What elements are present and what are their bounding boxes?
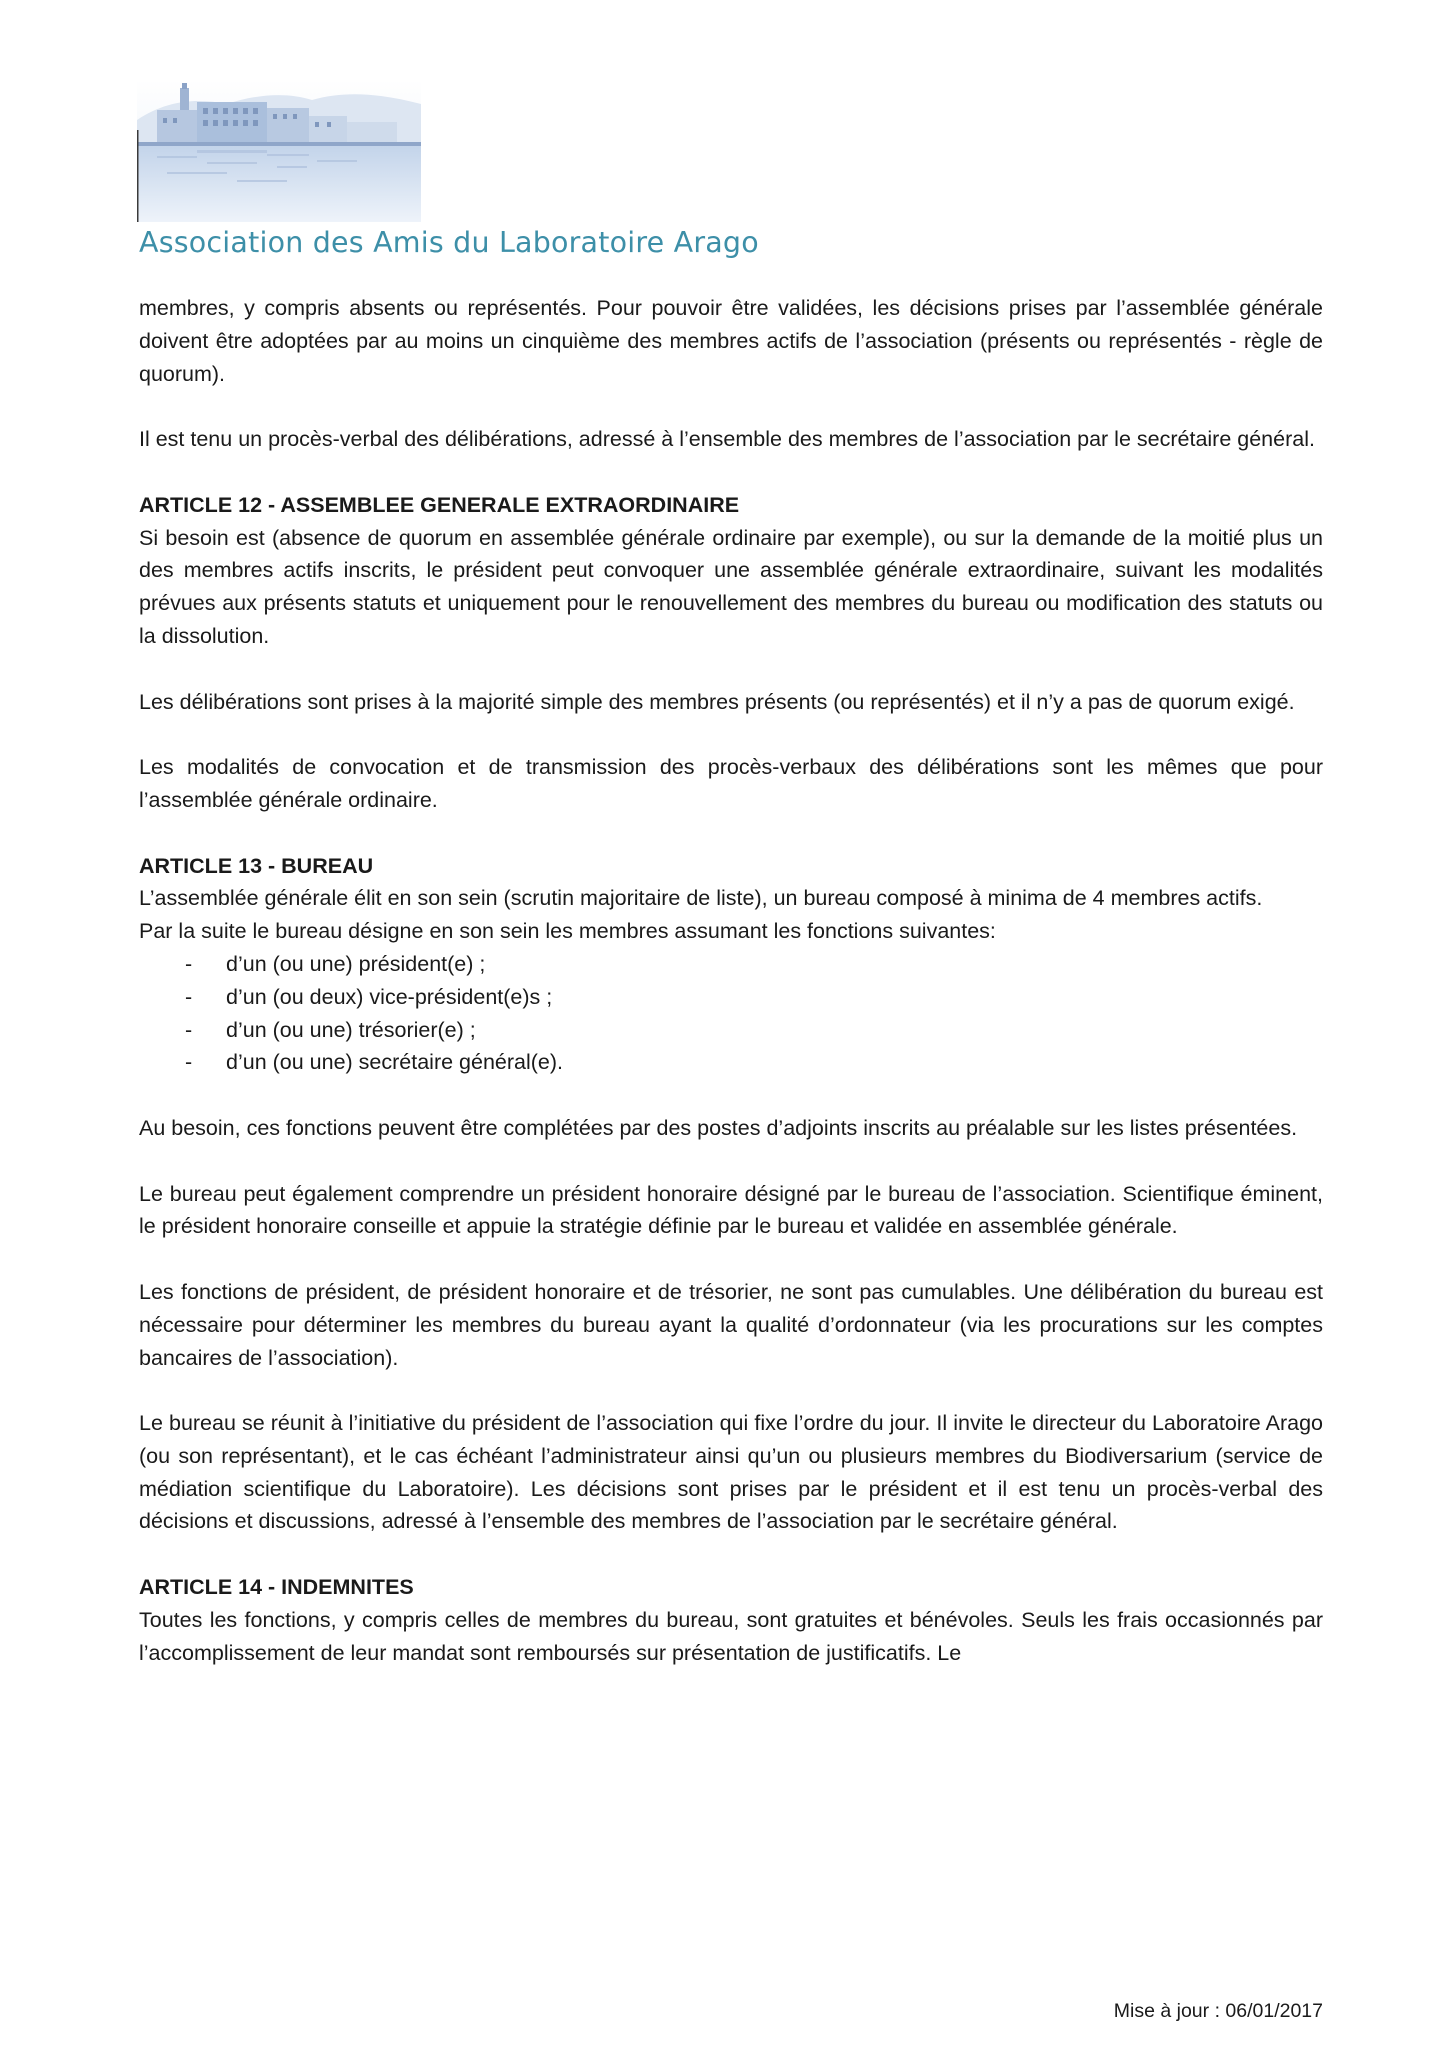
paragraph: Les fonctions de président, de président honoraire et de trésorier, ne sont pas cumulables. Une délibération du bureau est nécessaire pour déterminer les membres du bureau ayant la qualité d’ordonnateur (via les procurations sur les comptes bancaires de l’association). (139, 1279, 1323, 1370)
list-item-text: d’un (ou une) président(e) ; (226, 951, 486, 976)
paragraph: Par la suite le bureau désigne en son sein les membres assumant les fonctions suivantes: (139, 919, 996, 944)
paragraph: Les modalités de convocation et de transmission des procès-verbaux des délibérations sont les mêmes que pour l’assemblée générale ordinaire. (139, 755, 1323, 812)
article-14-heading: ARTICLE 14 - INDEMNITES (139, 1575, 414, 1600)
paragraph: Toutes les fonctions, y compris celles de membres du bureau, sont gratuites et bénévoles. Seuls les frais occasionnés par l’accomplissement de leur mandat sont remboursés sur présentation de justificatifs. Le (139, 1607, 1323, 1665)
harbor-logo-image (137, 80, 421, 222)
organization-name: Association des Amis du Laboratoire Arago (139, 226, 759, 259)
list-dash: - (185, 1050, 193, 1075)
list-dash: - (185, 984, 193, 1009)
paragraph: Si besoin est (absence de quorum en assemblée générale ordinaire par exemple), ou sur la demande de la moitié plus un des membres actifs inscrits, le président peut convoquer une assemblée générale extraordinaire, suivant les modalités prévues aux présents statuts et uniquement pour le renouvellement des membres du bureau ou modification des statuts ou la dissolution. (139, 525, 1323, 648)
list-dash: - (185, 1017, 193, 1042)
document-body (139, 292, 1323, 1669)
article-13-heading: ARTICLE 13 - BUREAU (139, 853, 374, 878)
list-item (139, 1046, 1323, 1079)
bureau-functions-list (139, 948, 1323, 1079)
list-item-text: d’un (ou deux) vice-président(e)s ; (226, 984, 553, 1009)
list-item (139, 948, 1323, 981)
paragraph: Les délibérations sont prises à la majorité simple des membres présents (ou représentés) et il n’y a pas de quorum exigé. (139, 689, 1295, 714)
list-dash: - (185, 951, 193, 976)
update-date: Mise à jour : 06/01/2017 (1113, 2000, 1323, 2022)
list-item (139, 1014, 1323, 1047)
list-item-text: d’un (ou une) trésorier(e) ; (226, 1017, 476, 1042)
article-12-heading: ARTICLE 12 - ASSEMBLEE GENERALE EXTRAORDINAIRE (139, 492, 740, 517)
paragraph: Le bureau peut également comprendre un président honoraire désigné par le bureau de l’association. Scientifique éminent, le président honoraire conseille et appuie la stratégie définie par le bureau et validée en assemblée générale. (139, 1181, 1323, 1239)
paragraph: Le bureau se réunit à l’initiative du président de l’association qui fixe l’ordre du jour. Il invite le directeur du Laboratoire Arago (ou son représentant), et le cas échéant l’administrateur ainsi qu’un ou plusieurs membres du Biodiversarium (service de médiation scientifique du Laboratoire). Les décisions sont prises par le président et il est tenu un procès-verbal des décisions et discussions, adressé à l’ensemble des membres de l’association par le secrétaire général. (139, 1411, 1323, 1534)
paragraph: L’assemblée générale élit en son sein (scrutin majoritaire de liste), un bureau composé à minima de 4 membres actifs. (139, 886, 1263, 911)
paragraph: Il est tenu un procès-verbal des délibérations, adressé à l’ensemble des membres de l’association par le secrétaire général. (139, 427, 1315, 452)
list-item-text: d’un (ou une) secrétaire général(e). (226, 1050, 564, 1075)
paragraph: membres, y compris absents ou représentés. Pour pouvoir être validées, les décisions prises par l’assemblée générale doivent être adoptées par au moins un cinquième des membres actifs de l’association (présents ou représentés - règle de quorum). (139, 296, 1323, 386)
list-item (139, 981, 1323, 1014)
paragraph: Au besoin, ces fonctions peuvent être complétées par des postes d’adjoints inscrits au préalable sur les listes présentées. (139, 1115, 1298, 1140)
